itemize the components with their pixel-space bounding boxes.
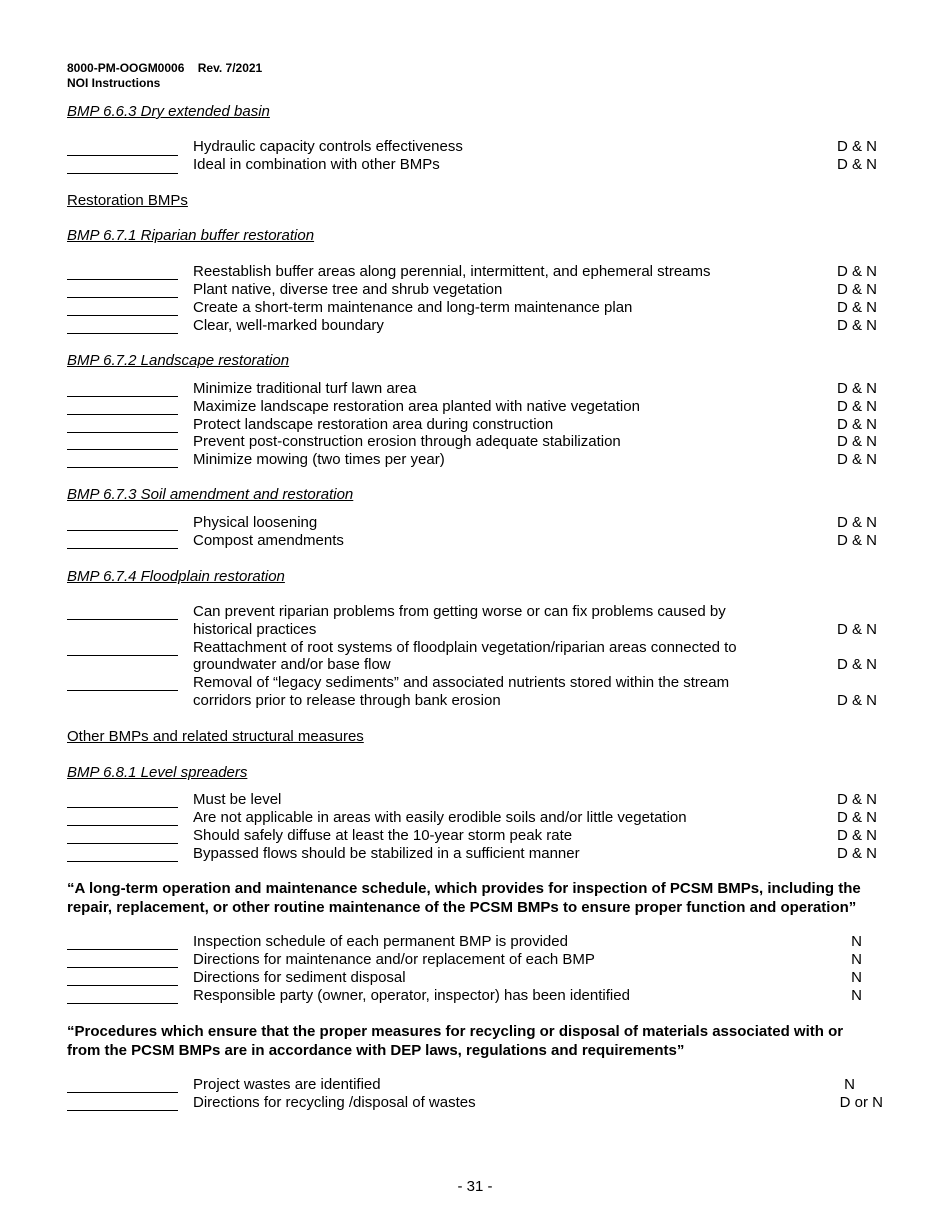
section-title-dry-basin: BMP 6.6.3 Dry extended basin [67,103,270,120]
item-text: Create a short-term maintenance and long-term maintenance plan [193,299,633,316]
check-blank-line[interactable] [67,173,178,174]
item-text: Removal of “legacy sediments” and associated nutrients stored within the stream [193,674,730,691]
check-blank-line[interactable] [67,690,178,691]
check-blank-line[interactable] [67,449,178,450]
item-text: Protect landscape restoration area during construction [193,416,554,433]
check-blank-line[interactable] [67,315,178,316]
quote-line: “Procedures which ensure that the proper measures for recycling or disposal of materials associated with or [67,1023,844,1040]
item-text: Directions for recycling /disposal of wastes [193,1094,476,1111]
item-text: Minimize traditional turf lawn area [193,380,417,397]
item-code: N [851,933,862,950]
item-code: D & N [836,451,877,468]
item-text: Bypassed flows should be stabilized in a sufficient manner [193,845,580,862]
section-title-floodplain: BMP 6.7.4 Floodplain restoration [67,568,285,585]
item-code: D & N [836,156,877,173]
item-text: Inspection schedule of each permanent BMP is provided [193,933,568,950]
check-blank-line[interactable] [67,414,178,415]
check-blank-line[interactable] [67,619,178,620]
section-title-level-spreaders: BMP 6.8.1 Level spreaders [67,764,248,781]
item-text: Should safely diffuse at least the 10-year storm peak rate [193,827,573,844]
item-text: groundwater and/or base flow [193,656,391,673]
item-text: Plant native, diverse tree and shrub vegetation [193,281,503,298]
item-code: D & N [836,532,877,549]
item-text: Can prevent riparian problems from getting worse or can fix problems caused by [193,603,726,620]
item-text: Maximize landscape restoration area planted with native vegetation [193,398,640,415]
item-code: D & N [836,692,877,709]
item-text: Reestablish buffer areas along perennial, intermittent, and ephemeral streams [193,263,711,280]
item-code: N [851,951,862,968]
check-blank-line[interactable] [67,297,178,298]
item-code: D or N [839,1094,883,1111]
check-blank-line[interactable] [67,530,178,531]
restoration-heading: Restoration BMPs [67,192,188,209]
check-blank-line[interactable] [67,1110,178,1111]
item-code: D & N [836,514,877,531]
item-code: D & N [836,656,877,673]
item-code: D & N [836,380,877,397]
item-text: Directions for maintenance and/or replacement of each BMP [193,951,595,968]
check-blank-line[interactable] [67,655,178,656]
check-blank-line[interactable] [67,807,178,808]
check-blank-line[interactable] [67,155,178,156]
check-blank-line[interactable] [67,949,178,950]
item-text: Prevent post-construction erosion through adequate stabilization [193,433,621,450]
quote-line: repair, replacement, or other routine maintenance of the PCSM BMPs to ensure proper function and operation” [67,899,857,916]
quote-line: “A long-term operation and maintenance schedule, which provides for inspection of PCSM BMPs, including the [67,880,861,897]
item-code: D & N [836,791,877,808]
doc-revision: Rev. 7/2021 [197,61,263,75]
section-title-landscape: BMP 6.7.2 Landscape restoration [67,352,290,369]
item-text: Project wastes are identified [193,1076,381,1093]
item-code: D & N [836,621,877,638]
section-title-riparian: BMP 6.7.1 Riparian buffer restoration [67,227,315,244]
item-code: D & N [836,398,877,415]
item-text: Minimize mowing (two times per year) [193,451,445,468]
item-code: N [851,987,862,1004]
item-code: D & N [836,317,877,334]
check-blank-line[interactable] [67,1003,178,1004]
item-text: Responsible party (owner, operator, inspector) has been identified [193,987,630,1004]
page-number: - 31 - [457,1178,493,1195]
item-code: N [844,1076,855,1093]
item-text: Physical loosening [193,514,318,531]
item-text: Directions for sediment disposal [193,969,406,986]
item-text: historical practices [193,621,317,638]
doc-id: 8000-PM-OOGM0006 [67,61,185,75]
check-blank-line[interactable] [67,1092,178,1093]
item-text: Are not applicable in areas with easily erodible soils and/or little vegetation [193,809,687,826]
item-text: Clear, well-marked boundary [193,317,384,334]
item-text: Hydraulic capacity controls effectiveness [193,138,463,155]
doc-subtitle: NOI Instructions [67,76,161,90]
item-text: Ideal in combination with other BMPs [193,156,440,173]
item-code: D & N [836,263,877,280]
check-blank-line[interactable] [67,861,178,862]
check-blank-line[interactable] [67,432,178,433]
item-text: Reattachment of root systems of floodplain vegetation/riparian areas connected to [193,639,737,656]
check-blank-line[interactable] [67,333,178,334]
item-text: corridors prior to release through bank erosion [193,692,501,709]
check-blank-line[interactable] [67,967,178,968]
section-title-soil: BMP 6.7.3 Soil amendment and restoration [67,486,354,503]
check-blank-line[interactable] [67,548,178,549]
quote-line: from the PCSM BMPs are in accordance with DEP laws, regulations and requirements” [67,1042,685,1059]
other-bmps-heading: Other BMPs and related structural measures [67,728,364,745]
item-code: D & N [836,281,877,298]
item-text: Compost amendments [193,532,344,549]
item-code: D & N [836,416,877,433]
item-code: D & N [836,138,877,155]
check-blank-line[interactable] [67,467,178,468]
check-blank-line[interactable] [67,985,178,986]
check-blank-line[interactable] [67,279,178,280]
check-blank-line[interactable] [67,843,178,844]
item-code: D & N [836,433,877,450]
item-text: Must be level [193,791,282,808]
maintenance-quote [67,879,887,917]
doc-header [67,60,262,76]
item-code: N [851,969,862,986]
check-blank-line[interactable] [67,396,178,397]
check-blank-line[interactable] [67,825,178,826]
item-code: D & N [836,299,877,316]
item-code: D & N [836,845,877,862]
recycling-quote [67,1022,887,1060]
item-code: D & N [836,827,877,844]
item-code: D & N [836,809,877,826]
